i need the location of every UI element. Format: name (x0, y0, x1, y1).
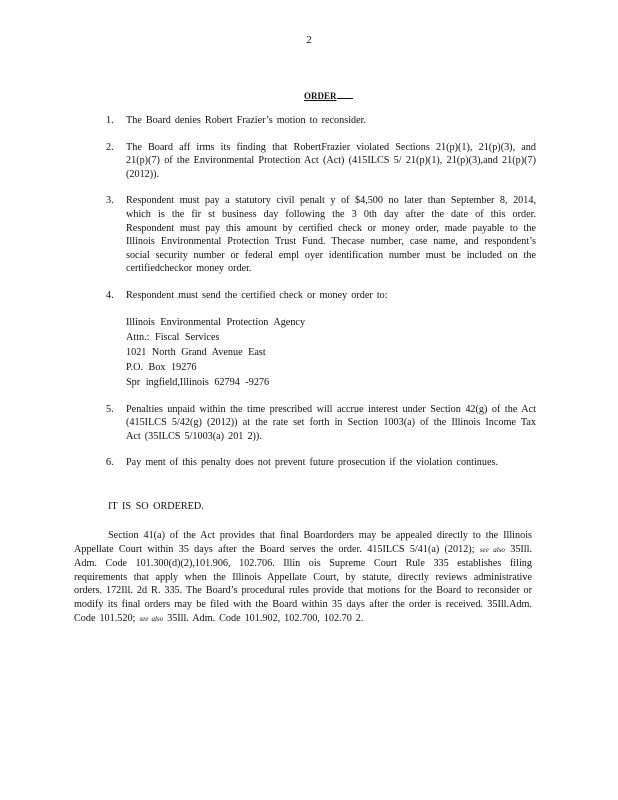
see-also-2: see also (139, 614, 164, 623)
item-number: 2. (106, 141, 114, 153)
order-item-2 (106, 141, 546, 182)
address-line: P.O. Box 19276 (126, 361, 197, 373)
so-ordered: IT IS SO ORDERED. (108, 501, 204, 512)
address-line: 1021 North Grand Avenue East (126, 346, 266, 358)
address-line: Attn.: Fiscal Services (126, 331, 220, 343)
address-line: Spr ingfield,Illinois 62794 -9276 (126, 376, 270, 388)
order-heading (304, 89, 353, 104)
item-number: 3. (106, 195, 114, 207)
item-number: 4. (106, 289, 114, 301)
appeal-text-3: 35Ill. Adm. Code 101.902, 102.700, 102.70 2. (167, 612, 364, 624)
appeal-text-1: Section 41(a) of the Act provides that final Boardorders may be appealed directly to the Illinois Appellate Court within 35 days after the Board serves the order. 415ILCS 5/41(a) (2012); (74, 530, 532, 555)
item-text: Penalties unpaid within the time prescribed will accrue interest under Section 42(g) of the Act (415ILCS 5/42(g) (2012)) at the rate set forth in Section 1003(a) of the Illinois Income Tax Act (35ILCS 5/1003(a) 201 2)). (126, 403, 536, 442)
heading-underline (337, 89, 353, 99)
appeal-text-2: 35Ill. Adm. Code 101.300(d)(2),101.906, 102.706. Illin ois Supreme Court Rule 335 establishes filing requirements that apply when the Illinois Appellate Court, by statute, directly reviews administrative orders. 172Ill. 2d R. 335. The Board’s procedural rules provide that motions for the Board to reconsider or modify its final orders may be filed with the Board within 35 days after the order is received. 35Ill.Adm. Code 101.520; (74, 543, 533, 624)
item-number: 6. (106, 457, 114, 469)
item-text: The Board denies Robert Frazier’s motion to reconsider. (126, 115, 367, 126)
item-text: The Board aff irms its finding that RobertFrazier violated Sections 21(p)(1), 21(p)(3), and 21(p)(7) of the Environmental Protection Act (Act) (415ILCS 5/ 21(p)(1), 21(p)(3),and 21(p)(7) (2012)). (126, 141, 536, 180)
order-item-5 (106, 403, 546, 444)
page-number: 2 (306, 34, 312, 46)
order-item-1 (106, 114, 546, 128)
item-text: Respondent must pay a statutory civil penalt y of $4,500 no later than September 8, 2014, which is the fir st business day following the 3 0th day after the date of this order. Respondent must pay this amount by certified check or money order, made payable to the Illinois Environmental Protection Trust Fund. Thecase number, case name, and respondent’s social security number or federal empl oyer identification number must be included on the certifiedcheckor money order. (126, 195, 536, 275)
order-heading-text: ORDER (304, 91, 337, 101)
address-line: Illinois Environmental Protection Agency (126, 316, 306, 328)
order-item-3 (106, 194, 546, 276)
order-item-4 (106, 289, 546, 390)
order-item-6 (106, 456, 546, 470)
order-list (106, 114, 546, 483)
appeal-paragraph (74, 529, 532, 626)
item-number: 5. (106, 403, 114, 415)
payment-address (126, 315, 536, 390)
item-text: Pay ment of this penalty does not prevent future prosecution if the violation continues. (126, 457, 499, 469)
item-body (126, 289, 536, 390)
see-also-1: see also (479, 545, 505, 554)
item-text: Respondent must send the certified check or money order to: (126, 289, 388, 301)
item-number: 1. (106, 115, 114, 126)
